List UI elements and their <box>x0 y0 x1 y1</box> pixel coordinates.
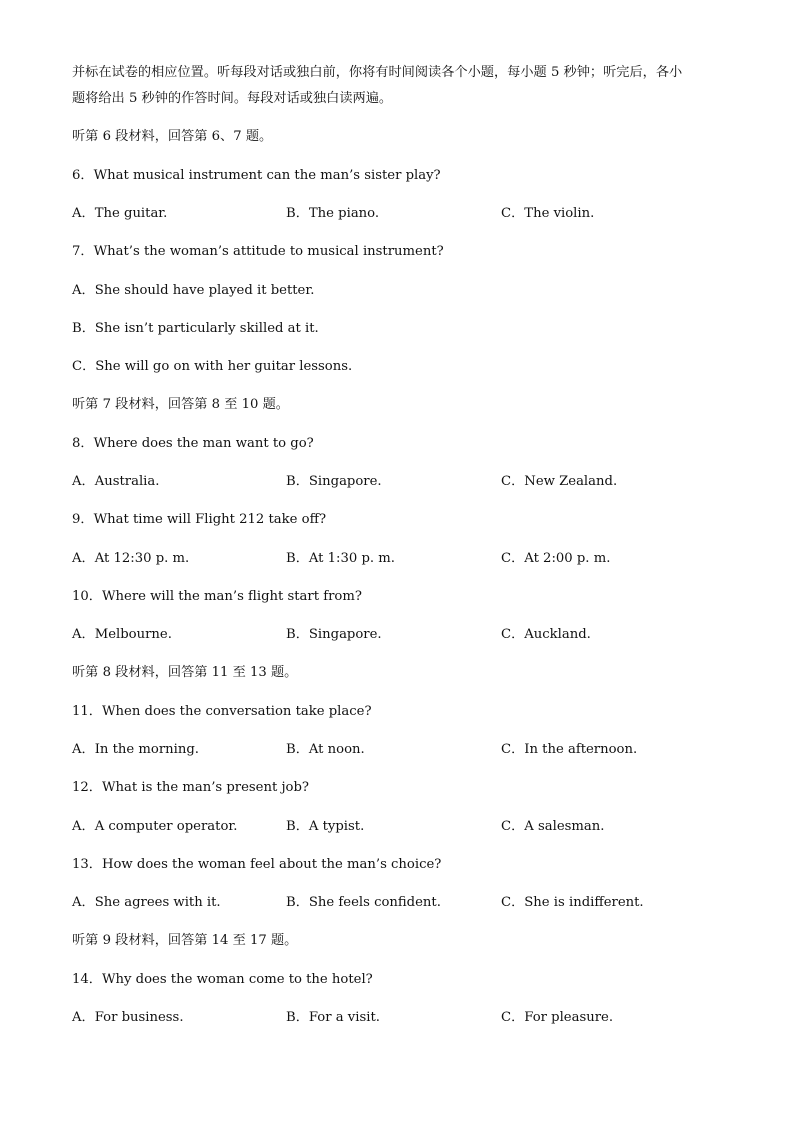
option-c: C．The violin. <box>501 206 595 221</box>
question-stem: 7．What’s the woman’s attitude to musical instrument? <box>72 244 444 259</box>
option-b: B．For a visit. <box>286 1010 380 1025</box>
option-c: C．In the afternoon. <box>501 742 638 757</box>
option-b: B．She isn’t particularly skilled at it. <box>72 321 319 336</box>
section-heading: 听第 7 段材料，回答第 8 至 10 题。 <box>72 397 289 412</box>
question-stem: 12．What is the man’s present job? <box>72 780 309 795</box>
question-stem: 11．When does the conversation take place? <box>72 704 372 719</box>
option-a: A．Australia. <box>72 474 160 489</box>
question-stem: 8．Where does the man want to go? <box>72 436 314 451</box>
option-a: A．The guitar. <box>72 206 168 221</box>
option-c: C．She is indifferent. <box>501 895 644 910</box>
question-stem: 9．What time will Flight 212 take off? <box>72 512 327 527</box>
option-a: A．She agrees with it. <box>72 895 221 910</box>
option-c: C．At 2:00 p. m. <box>501 551 611 566</box>
option-c: C．New Zealand. <box>501 474 618 489</box>
option-c: C．Auckland. <box>501 627 591 642</box>
option-a: A．At 12:30 p. m. <box>72 551 190 566</box>
intro-line-1: 并标在试卷的相应位置。听每段对话或独白前，你将有时间阅读各个小题，每小题 5 秒钟；听完后，各小 <box>72 65 683 80</box>
option-a: A．For business. <box>72 1010 184 1025</box>
option-b: B．Singapore. <box>286 474 382 489</box>
question-stem: 6．What musical instrument can the man’s sister play? <box>72 168 441 183</box>
section-heading: 听第 9 段材料，回答第 14 至 17 题。 <box>72 933 298 948</box>
option-c: C．She will go on with her guitar lessons. <box>72 359 353 374</box>
question-stem: 14．Why does the woman come to the hotel? <box>72 972 373 987</box>
question-stem: 13．How does the woman feel about the man’s choice? <box>72 857 442 872</box>
option-a: A．Melbourne. <box>72 627 172 642</box>
question-stem: 10．Where will the man’s flight start from? <box>72 589 362 604</box>
section-heading: 听第 6 段材料，回答第 6、7 题。 <box>72 129 273 144</box>
option-b: B．At 1:30 p. m. <box>286 551 395 566</box>
option-a: A．In the morning. <box>72 742 199 757</box>
option-c: C．For pleasure. <box>501 1010 614 1025</box>
option-b: B．Singapore. <box>286 627 382 642</box>
option-b: B．The piano. <box>286 206 380 221</box>
option-b: B．A typist. <box>286 819 365 834</box>
option-a: A．She should have played it better. <box>72 283 315 298</box>
option-c: C．A salesman. <box>501 819 605 834</box>
option-b: B．She feels confident. <box>286 895 441 910</box>
intro-line-2: 题将给出 5 秒钟的作答时间。每段对话或独白读两遍。 <box>72 91 393 106</box>
section-heading: 听第 8 段材料，回答第 11 至 13 题。 <box>72 665 298 680</box>
option-a: A．A computer operator. <box>72 819 238 834</box>
option-b: B．At noon. <box>286 742 365 757</box>
